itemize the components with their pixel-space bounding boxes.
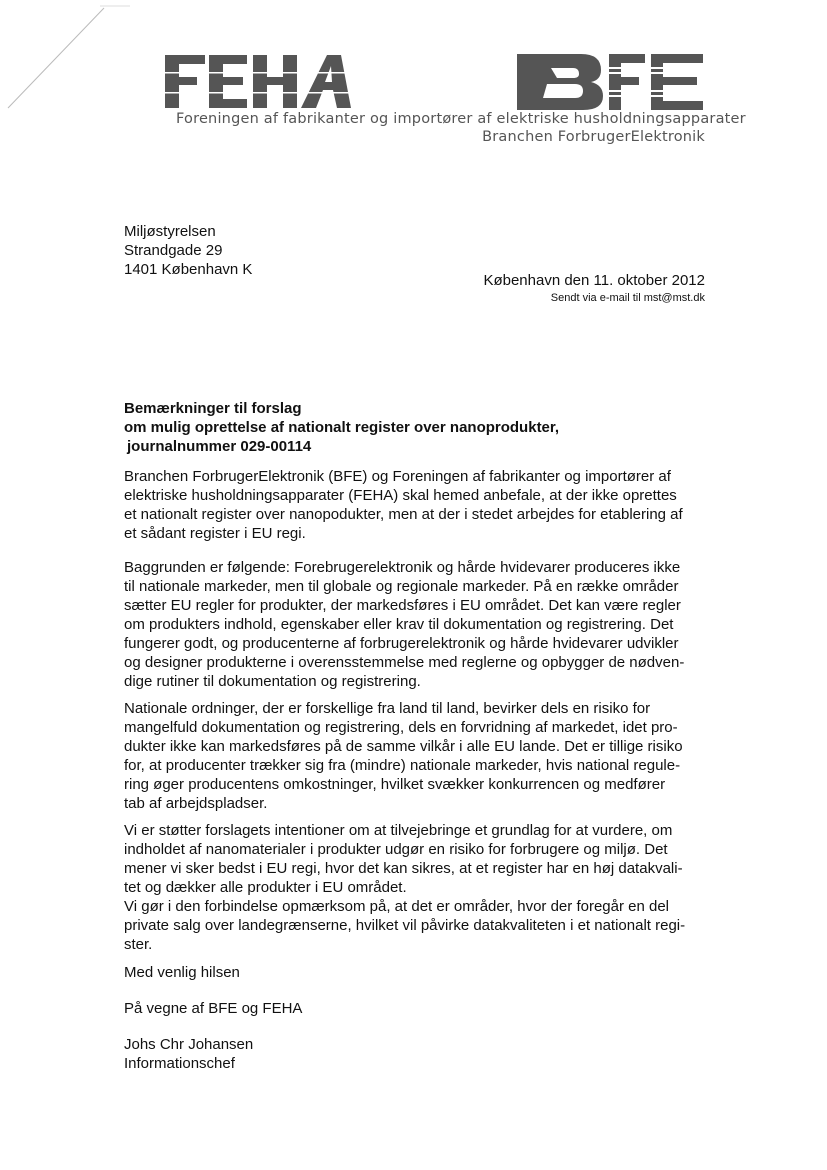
signer-title: Informationschef [124,1055,235,1072]
text-line: Nationale ordninger, der er forskellige fra land til land, bevirker dels en risiko for [124,700,651,717]
subject-line: om mulig oprettelse af nationalt register over nanoprodukter, [124,419,560,436]
text-line: og designer produkterne i overensstemmelse med reglerne og opbygger de nødven- [124,654,685,671]
paragraph-background [124,558,714,691]
feha-logo [165,52,355,110]
text-line: dige rutiner til dokumentation og registrering. [124,673,421,690]
text-line: dukter ikke kan markedsføres på de samme vilkår i alle EU lande. Det er tillige risiko [124,738,683,755]
association-name: Foreningen af fabrikanter og importører af elektriske husholdningsapparater [176,111,746,127]
text-line: tet og dækker alle produkter i EU området. [124,879,407,896]
on-behalf-line: På vegne af BFE og FEHA [124,1000,303,1017]
sent-via-line: Sendt via e-mail til mst@mst.dk [550,292,705,304]
closing-greeting: Med venlig hilsen [124,964,240,981]
letterhead [0,0,827,160]
signer-name: Johs Chr Johansen [124,1036,254,1053]
text-line: mangelfuld dokumentation og registrering, dels en forvridning af markedet, idet pro- [124,719,678,736]
date-line: København den 11. oktober 2012 [483,272,705,289]
recipient-street: Strandgade 29 [124,242,223,259]
text-line: elektriske husholdningsapparater (FEHA) skal hemed anbefale, at der ikke oprettes [124,487,677,504]
recipient-city: 1401 København K [124,261,253,278]
subject-line: journalnummer 029-00114 [127,438,312,455]
paragraph-recommendation [124,467,714,543]
text-line: tab af arbejdspladser. [124,795,268,812]
text-line: et sådant register i EU regi. [124,525,306,542]
text-line: til nationale markeder, men til globale og regionale markeder. På en række områder [124,578,679,595]
text-line: sætter EU regler for produkter, der markedsføres i EU området. Det kan være regler [124,597,681,614]
text-line: Baggrunden er følgende: Forebrugerelektronik og hårde hvidevarer produceres ikke [124,559,681,576]
subject-heading [124,399,559,456]
paragraph-national-schemes [124,699,714,813]
text-line: Vi er støtter forslagets intentioner om at tilvejebringe et grundlag for at vurdere, om [124,822,673,839]
paragraph-support [124,821,714,954]
text-line: Branchen ForbrugerElektronik (BFE) og Foreningen af fabrikanter og importører af [124,468,671,485]
bfe-logo [517,50,705,112]
subject-line: Bemærkninger til forslag [124,400,302,417]
text-line: om produkters indhold, egenskaber eller krav til dokumentation og registrering. Det [124,616,674,633]
text-line: et nationalt register over nanopodukter, men at der i stedet arbejdes for etablering af [124,506,683,523]
text-line: ster. [124,936,153,953]
text-line: Vi gør i den forbindelse opmærksom på, at det er områder, hvor der foregår en del [124,898,670,915]
text-line: mener vi sker bedst i EU regi, hvor det kan sikres, at et register har en høj datakvali- [124,860,683,877]
text-line: indholdet af nanomaterialer i produkter udgør en risiko for forbrugere og miljø. Det [124,841,668,858]
branch-name: Branchen ForbrugerElektronik [482,129,705,145]
text-line: private salg over landegrænserne, hvilket vil påvirke datakvaliteten i et nationalt regi- [124,917,686,934]
recipient-address [124,222,252,279]
recipient-name: Miljøstyrelsen [124,223,216,240]
text-line: ring øger producentens omkostninger, hvilket svækker konkurrencen og medfører [124,776,666,793]
text-line: fungerer godt, og producenterne af forbrugerelektronik og hårde hvidevarer udvikler [124,635,679,652]
text-line: for, at producenter trækker sig fra (mindre) nationale markeder, hvis national regule- [124,757,681,774]
